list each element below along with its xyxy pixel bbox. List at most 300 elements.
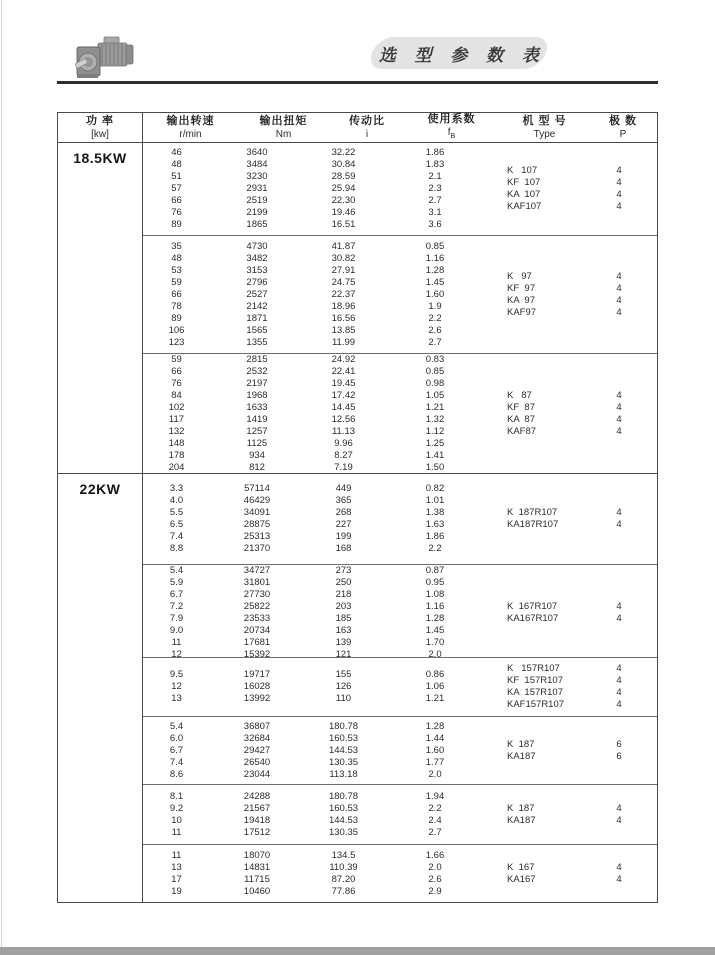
cell-torque: 1633 bbox=[246, 402, 268, 413]
page-title: 选 型 参 数 表 bbox=[379, 45, 546, 65]
cell-speed: 178 bbox=[168, 450, 185, 461]
cell-torque: 17681 bbox=[243, 637, 271, 648]
column-ratio bbox=[304, 785, 383, 844]
cell-torque: 21567 bbox=[243, 802, 271, 814]
cell-ratio: 22.37 bbox=[331, 288, 356, 300]
table-section bbox=[58, 143, 657, 473]
cell-service-factor: 1.45 bbox=[425, 276, 445, 288]
cell-poles: 4 bbox=[616, 306, 622, 318]
cell-torque: 1565 bbox=[246, 324, 268, 336]
cell-model-type: KA187 bbox=[507, 814, 536, 826]
cell-service-factor: 1.28 bbox=[425, 613, 445, 624]
cell-torque: 1871 bbox=[246, 312, 268, 324]
cell-ratio: 144.53 bbox=[328, 814, 359, 826]
cell-service-factor: 1.01 bbox=[425, 495, 445, 506]
cell-torque: 31801 bbox=[243, 577, 271, 588]
cell-ratio: 16.56 bbox=[331, 312, 356, 324]
cell-speed: 59 bbox=[171, 354, 182, 365]
cell-model-type: KAF87 bbox=[507, 426, 537, 437]
cell-torque: 2796 bbox=[246, 276, 268, 288]
cell-speed: 78 bbox=[171, 300, 182, 312]
cell-ratio: 273 bbox=[335, 565, 352, 576]
cell-model-type: K 167R107 bbox=[507, 601, 558, 612]
cell-service-factor: 0.87 bbox=[425, 565, 445, 576]
cell-ratio: 134.5 bbox=[331, 849, 356, 861]
column-model-type bbox=[487, 845, 582, 902]
header-output-torque: 输出扭矩 Nm bbox=[259, 115, 308, 140]
cell-poles: 4 bbox=[616, 613, 622, 624]
table-header-row bbox=[58, 113, 657, 143]
cell-speed: 5.9 bbox=[169, 577, 184, 588]
cell-speed: 204 bbox=[168, 462, 185, 473]
cell-model-type: KA187R107 bbox=[507, 519, 559, 530]
column-fb bbox=[383, 845, 487, 902]
cell-ratio: 7.19 bbox=[334, 462, 353, 473]
cell-speed: 19 bbox=[171, 885, 182, 897]
cell-speed: 7.4 bbox=[169, 531, 184, 542]
cell-ratio: 14.45 bbox=[331, 402, 356, 413]
cell-torque: 14831 bbox=[243, 861, 271, 873]
cell-ratio: 365 bbox=[335, 495, 352, 506]
column-ratio bbox=[304, 354, 383, 474]
cell-ratio: 185 bbox=[335, 613, 352, 624]
cell-service-factor: 1.83 bbox=[425, 159, 445, 170]
cell-ratio: 41.87 bbox=[331, 240, 356, 252]
power-rating-label: 22KW bbox=[79, 481, 121, 497]
column-poles bbox=[582, 717, 656, 784]
cell-speed: 11 bbox=[171, 826, 182, 838]
table-section bbox=[58, 473, 657, 902]
cell-poles: 6 bbox=[616, 738, 622, 750]
cell-service-factor: 1.16 bbox=[425, 601, 445, 612]
column-model-type bbox=[487, 474, 582, 564]
cell-ratio: 180.78 bbox=[328, 790, 359, 802]
cell-ratio: 218 bbox=[335, 589, 352, 600]
cell-service-factor: 0.95 bbox=[425, 577, 445, 588]
cell-poles: 4 bbox=[616, 601, 622, 612]
header-output-speed: 输出转速 r/min bbox=[166, 115, 215, 140]
cell-speed: 6.0 bbox=[169, 732, 184, 744]
cell-ratio: 199 bbox=[335, 531, 352, 542]
cell-speed: 8.1 bbox=[169, 790, 184, 802]
column-fb bbox=[383, 565, 487, 661]
cell-service-factor: 2.0 bbox=[428, 861, 442, 873]
column-torque bbox=[210, 236, 304, 353]
cell-service-factor: 1.66 bbox=[425, 849, 445, 861]
cell-torque: 4730 bbox=[246, 240, 268, 252]
cell-poles: 4 bbox=[616, 390, 622, 401]
cell-speed: 66 bbox=[171, 195, 182, 206]
cell-model-type: KA167 bbox=[507, 873, 536, 885]
cell-torque: 2931 bbox=[246, 183, 268, 194]
cell-ratio: 22.30 bbox=[331, 195, 356, 206]
cell-ratio: 155 bbox=[335, 669, 352, 680]
cell-speed: 5.5 bbox=[169, 507, 184, 518]
cell-ratio: 168 bbox=[335, 543, 352, 554]
cell-ratio: 27.91 bbox=[331, 264, 356, 276]
cell-service-factor: 1.44 bbox=[425, 732, 445, 744]
cell-poles: 4 bbox=[616, 873, 622, 885]
cell-speed: 48 bbox=[171, 159, 182, 170]
column-ratio bbox=[304, 658, 383, 716]
cell-poles: 4 bbox=[616, 189, 622, 200]
cell-torque: 20734 bbox=[243, 625, 271, 636]
cell-service-factor: 0.83 bbox=[425, 354, 445, 365]
cell-torque: 34727 bbox=[243, 565, 271, 576]
column-fb bbox=[383, 354, 487, 474]
cell-model-type: K 187 bbox=[507, 738, 535, 750]
column-model-type bbox=[487, 658, 582, 716]
cell-torque: 13992 bbox=[243, 693, 271, 704]
cell-ratio: 449 bbox=[335, 483, 352, 494]
cell-service-factor: 1.9 bbox=[428, 300, 442, 312]
cell-torque: 3640 bbox=[246, 147, 268, 158]
cell-torque: 23533 bbox=[243, 613, 271, 624]
cell-torque: 25313 bbox=[243, 531, 271, 542]
cell-ratio: 22.41 bbox=[331, 366, 356, 377]
page-edge-line bbox=[1, 0, 2, 955]
column-speed bbox=[143, 474, 210, 564]
cell-ratio: 12.56 bbox=[331, 414, 356, 425]
header-poles: 极 数 P bbox=[608, 115, 638, 140]
column-ratio bbox=[304, 143, 383, 235]
cell-torque: 19418 bbox=[243, 814, 271, 826]
cell-ratio: 203 bbox=[335, 601, 352, 612]
cell-torque: 46429 bbox=[243, 495, 271, 506]
cell-service-factor: 1.38 bbox=[425, 507, 445, 518]
cell-ratio: 16.51 bbox=[331, 219, 356, 230]
cell-speed: 4.0 bbox=[169, 495, 184, 506]
cell-speed: 48 bbox=[171, 252, 182, 264]
column-torque bbox=[210, 845, 304, 902]
cell-model-type: KA 87 bbox=[507, 414, 535, 425]
cell-speed: 76 bbox=[171, 207, 182, 218]
cell-torque: 3153 bbox=[246, 264, 268, 276]
cell-speed: 35 bbox=[171, 240, 182, 252]
cell-torque: 27730 bbox=[243, 589, 271, 600]
cell-poles: 4 bbox=[616, 802, 622, 814]
header-power: 功 率 [kw] bbox=[58, 113, 143, 143]
cell-speed: 5.4 bbox=[169, 720, 184, 732]
cell-service-factor: 1.21 bbox=[425, 693, 445, 704]
cell-speed: 13 bbox=[171, 693, 182, 704]
column-torque bbox=[210, 565, 304, 661]
cell-torque: 1865 bbox=[246, 219, 268, 230]
parameter-group bbox=[143, 235, 657, 353]
section-groups bbox=[143, 474, 657, 902]
parameter-group bbox=[143, 844, 657, 902]
cell-poles: 4 bbox=[616, 687, 622, 698]
column-poles bbox=[582, 354, 656, 474]
cell-torque: 2532 bbox=[246, 366, 268, 377]
cell-speed: 106 bbox=[168, 324, 185, 336]
column-poles bbox=[582, 143, 656, 235]
column-fb bbox=[383, 658, 487, 716]
cell-speed: 117 bbox=[168, 414, 185, 425]
cell-speed: 9.5 bbox=[169, 669, 184, 680]
column-torque bbox=[210, 785, 304, 844]
cell-ratio: 25.94 bbox=[331, 183, 356, 194]
cell-ratio: 13.85 bbox=[331, 324, 356, 336]
column-speed bbox=[143, 717, 210, 784]
cell-service-factor: 1.12 bbox=[425, 426, 445, 437]
column-torque bbox=[210, 658, 304, 716]
cell-ratio: 30.84 bbox=[331, 159, 356, 170]
cell-torque: 34091 bbox=[243, 507, 271, 518]
cell-torque: 16028 bbox=[243, 681, 271, 692]
cell-ratio: 11.13 bbox=[331, 426, 356, 437]
column-speed bbox=[143, 143, 210, 235]
cell-speed: 46 bbox=[171, 147, 182, 158]
cell-service-factor: 2.0 bbox=[428, 768, 442, 780]
power-cell bbox=[58, 474, 143, 902]
column-model-type bbox=[487, 143, 582, 235]
cell-torque: 18070 bbox=[243, 849, 271, 861]
cell-model-type: K 167 bbox=[507, 861, 535, 873]
cell-ratio: 113.18 bbox=[329, 768, 358, 780]
cell-service-factor: 1.86 bbox=[425, 147, 445, 158]
cell-torque: 32684 bbox=[243, 732, 271, 744]
cell-ratio: 144.53 bbox=[328, 744, 359, 756]
power-rating-label: 18.5KW bbox=[73, 150, 127, 166]
cell-torque: 2199 bbox=[246, 207, 268, 218]
cell-ratio: 24.75 bbox=[331, 276, 356, 288]
cell-service-factor: 1.63 bbox=[425, 519, 445, 530]
parameter-group bbox=[143, 564, 657, 660]
cell-model-type: KA167R107 bbox=[507, 613, 559, 624]
cell-model-type: K 187 bbox=[507, 802, 535, 814]
header-service-factor: 使用系数 $f_B$ bbox=[427, 113, 476, 140]
cell-torque: 2519 bbox=[246, 195, 268, 206]
column-poles bbox=[582, 785, 656, 844]
cell-service-factor: 0.82 bbox=[425, 483, 445, 494]
section-groups bbox=[143, 143, 657, 473]
column-poles bbox=[582, 658, 656, 716]
cell-speed: 6.5 bbox=[169, 519, 184, 530]
cell-ratio: 163 bbox=[335, 625, 352, 636]
cell-poles: 4 bbox=[616, 699, 622, 710]
cell-torque: 21370 bbox=[243, 543, 271, 554]
cell-model-type: K 157R107 bbox=[507, 663, 560, 674]
cell-service-factor: 2.0 bbox=[428, 649, 442, 660]
cell-speed: 102 bbox=[168, 402, 185, 413]
column-torque bbox=[210, 717, 304, 784]
cell-ratio: 227 bbox=[335, 519, 352, 530]
cell-ratio: 130.35 bbox=[328, 826, 359, 838]
cell-ratio: 160.53 bbox=[328, 802, 359, 814]
cell-service-factor: 2.6 bbox=[428, 324, 442, 336]
cell-torque: 17512 bbox=[243, 826, 271, 838]
cell-model-type: K 107 bbox=[507, 165, 538, 176]
cell-torque: 1355 bbox=[246, 336, 268, 348]
cell-ratio: 28.59 bbox=[331, 171, 356, 182]
cell-poles: 4 bbox=[616, 519, 622, 530]
cell-poles: 4 bbox=[616, 282, 622, 294]
cell-service-factor: 2.7 bbox=[428, 195, 442, 206]
cell-speed: 123 bbox=[168, 336, 185, 348]
parameter-group bbox=[143, 474, 657, 564]
cell-torque: 24288 bbox=[243, 790, 271, 802]
cell-service-factor: 1.21 bbox=[425, 402, 445, 413]
cell-model-type: K 187R107 bbox=[507, 507, 558, 518]
cell-poles: 4 bbox=[616, 402, 622, 413]
cell-service-factor: 0.86 bbox=[425, 669, 445, 680]
cell-torque: 26540 bbox=[243, 756, 271, 768]
cell-service-factor: 0.98 bbox=[425, 378, 445, 389]
cell-torque: 2815 bbox=[246, 354, 268, 365]
cell-poles: 4 bbox=[616, 294, 622, 306]
cell-service-factor: 1.41 bbox=[425, 450, 445, 461]
cell-model-type: KA 97 bbox=[507, 294, 535, 306]
column-poles bbox=[582, 565, 656, 661]
cell-service-factor: 3.1 bbox=[428, 207, 442, 218]
cell-poles: 4 bbox=[616, 201, 622, 212]
cell-torque: 36807 bbox=[243, 720, 271, 732]
cell-torque: 934 bbox=[249, 450, 265, 461]
column-model-type bbox=[487, 236, 582, 353]
cell-torque: 3484 bbox=[246, 159, 268, 170]
cell-speed: 13 bbox=[171, 861, 182, 873]
cell-service-factor: 0.85 bbox=[425, 366, 445, 377]
column-ratio bbox=[304, 565, 383, 661]
cell-service-factor: 1.60 bbox=[425, 288, 445, 300]
cell-ratio: 19.45 bbox=[331, 378, 356, 389]
column-fb bbox=[383, 474, 487, 564]
parameter-group bbox=[143, 657, 657, 716]
cell-poles: 4 bbox=[616, 165, 622, 176]
cell-poles: 6 bbox=[616, 750, 622, 762]
parameter-group bbox=[143, 716, 657, 784]
cell-torque: 1125 bbox=[246, 438, 268, 449]
cell-service-factor: 1.16 bbox=[425, 252, 445, 264]
cell-ratio: 9.96 bbox=[334, 438, 353, 449]
cell-torque: 1419 bbox=[246, 414, 268, 425]
bottom-bar bbox=[0, 947, 715, 955]
cell-ratio: 268 bbox=[335, 507, 352, 518]
cell-service-factor: 1.45 bbox=[425, 625, 445, 636]
cell-ratio: 32.22 bbox=[331, 147, 356, 158]
gearmotor-photo bbox=[73, 34, 139, 84]
cell-service-factor: 1.32 bbox=[425, 414, 445, 425]
cell-speed: 3.3 bbox=[169, 483, 184, 494]
cell-service-factor: 2.7 bbox=[428, 336, 442, 348]
cell-speed: 76 bbox=[171, 378, 182, 389]
cell-ratio: 77.86 bbox=[331, 885, 356, 897]
cell-poles: 4 bbox=[616, 414, 622, 425]
column-speed bbox=[143, 354, 210, 474]
cell-service-factor: 1.50 bbox=[425, 462, 445, 473]
cell-ratio: 30.82 bbox=[331, 252, 356, 264]
cell-service-factor: 1.60 bbox=[425, 744, 445, 756]
column-fb bbox=[383, 236, 487, 353]
column-speed bbox=[143, 845, 210, 902]
cell-model-type: KAF97 bbox=[507, 306, 537, 318]
cell-service-factor: 1.94 bbox=[425, 790, 445, 802]
cell-service-factor: 1.08 bbox=[425, 589, 445, 600]
cell-model-type: KA187 bbox=[507, 750, 536, 762]
cell-ratio: 24.92 bbox=[331, 354, 356, 365]
column-ratio bbox=[304, 474, 383, 564]
column-poles bbox=[582, 474, 656, 564]
cell-torque: 23044 bbox=[243, 768, 271, 780]
cell-speed: 57 bbox=[171, 183, 182, 194]
cell-ratio: 180.78 bbox=[328, 720, 359, 732]
cell-service-factor: 2.1 bbox=[428, 171, 442, 182]
header-model-type: 机 型 号 Type bbox=[522, 115, 567, 140]
column-model-type bbox=[487, 717, 582, 784]
cell-ratio: 18.96 bbox=[331, 300, 356, 312]
title-banner bbox=[366, 37, 552, 69]
column-model-type bbox=[487, 785, 582, 844]
power-cell bbox=[58, 143, 143, 473]
cell-service-factor: 2.3 bbox=[428, 183, 442, 194]
column-fb bbox=[383, 785, 487, 844]
cell-speed: 6.7 bbox=[169, 744, 184, 756]
cell-service-factor: 2.6 bbox=[428, 873, 442, 885]
cell-poles: 4 bbox=[616, 814, 622, 826]
column-speed bbox=[143, 658, 210, 716]
cell-service-factor: 2.2 bbox=[428, 802, 442, 814]
cell-ratio: 11.99 bbox=[331, 336, 356, 348]
column-speed bbox=[143, 565, 210, 661]
cell-ratio: 250 bbox=[335, 577, 352, 588]
cell-model-type: K 97 bbox=[507, 270, 532, 282]
cell-speed: 10 bbox=[171, 814, 182, 826]
cell-ratio: 139 bbox=[335, 637, 352, 648]
cell-ratio: 126 bbox=[335, 681, 352, 692]
cell-torque: 29427 bbox=[243, 744, 271, 756]
cell-service-factor: 1.06 bbox=[425, 681, 445, 692]
column-fb bbox=[383, 143, 487, 235]
cell-torque: 3230 bbox=[246, 171, 268, 182]
cell-speed: 132 bbox=[168, 426, 185, 437]
cell-torque: 3482 bbox=[246, 252, 268, 264]
cell-service-factor: 1.28 bbox=[425, 720, 445, 732]
cell-speed: 17 bbox=[171, 873, 182, 885]
cell-speed: 12 bbox=[171, 649, 182, 660]
cell-speed: 7.2 bbox=[169, 601, 184, 612]
cell-model-type: KAF157R107 bbox=[507, 699, 565, 710]
header-rule bbox=[57, 81, 658, 84]
cell-speed: 8.6 bbox=[169, 768, 184, 780]
column-poles bbox=[582, 845, 656, 902]
cell-speed: 66 bbox=[171, 366, 182, 377]
selection-table bbox=[57, 112, 658, 903]
cell-service-factor: 2.4 bbox=[428, 814, 442, 826]
parameter-group bbox=[143, 784, 657, 844]
column-torque bbox=[210, 474, 304, 564]
cell-speed: 9.0 bbox=[169, 625, 184, 636]
cell-speed: 8.8 bbox=[169, 543, 184, 554]
cell-speed: 84 bbox=[171, 390, 182, 401]
cell-speed: 53 bbox=[171, 264, 182, 276]
column-speed bbox=[143, 785, 210, 844]
cell-poles: 4 bbox=[616, 663, 622, 674]
cell-torque: 2197 bbox=[246, 378, 268, 389]
cell-torque: 25822 bbox=[243, 601, 271, 612]
cell-poles: 4 bbox=[616, 426, 622, 437]
cell-service-factor: 1.70 bbox=[425, 637, 445, 648]
cell-ratio: 17.42 bbox=[331, 390, 356, 401]
column-fb bbox=[383, 717, 487, 784]
cell-torque: 2527 bbox=[246, 288, 268, 300]
cell-poles: 4 bbox=[616, 861, 622, 873]
cell-torque: 10460 bbox=[243, 885, 271, 897]
cell-ratio: 121 bbox=[335, 649, 352, 660]
cell-ratio: 160.53 bbox=[328, 732, 359, 744]
column-model-type bbox=[487, 354, 582, 474]
cell-model-type: KA 107 bbox=[507, 189, 541, 200]
